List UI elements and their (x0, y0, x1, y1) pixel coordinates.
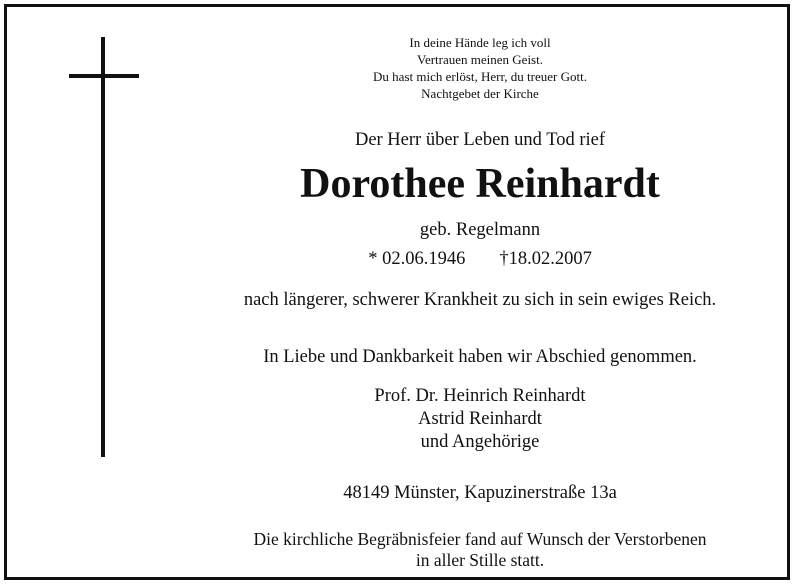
farewell-text: In Liebe und Dankbarkeit haben wir Abschied genommen. (263, 347, 697, 367)
funeral-note-line: Die kirchliche Begräbnisfeier fand auf Wunsch der Verstorbenen (253, 529, 707, 549)
life-dates (150, 250, 800, 269)
deceased-name: Dorothee Reinhardt (300, 161, 660, 207)
verse-source: Nachtgebet der Kirche (421, 86, 539, 101)
verse-line: Vertrauen meinen Geist. (417, 52, 543, 67)
birth-name: geb. Regelmann (419, 220, 541, 240)
death-date: †18.02.2007 (499, 249, 592, 269)
verse-line: In deine Hände leg ich voll (409, 35, 551, 50)
mourner-name: Astrid Reinhardt (418, 409, 542, 429)
verse-line: Du hast mich erlöst, Herr, du treuer Gott. (373, 69, 587, 84)
address: 48149 Münster, Kapuzinerstraße 13a (343, 483, 617, 503)
birth-date: * 02.06.1946 (368, 249, 466, 269)
funeral-note-line: in aller Stille statt. (415, 550, 545, 570)
passing-text: nach längerer, schwerer Krankheit zu sich in sein ewiges Reich. (243, 290, 717, 310)
cross-icon (101, 37, 105, 457)
mourner-name: und Angehörige (420, 432, 540, 452)
intro-text: Der Herr über Leben und Tod rief (354, 130, 606, 150)
cross-icon-bar (69, 74, 139, 78)
mourner-name: Prof. Dr. Heinrich Reinhardt (374, 386, 586, 406)
